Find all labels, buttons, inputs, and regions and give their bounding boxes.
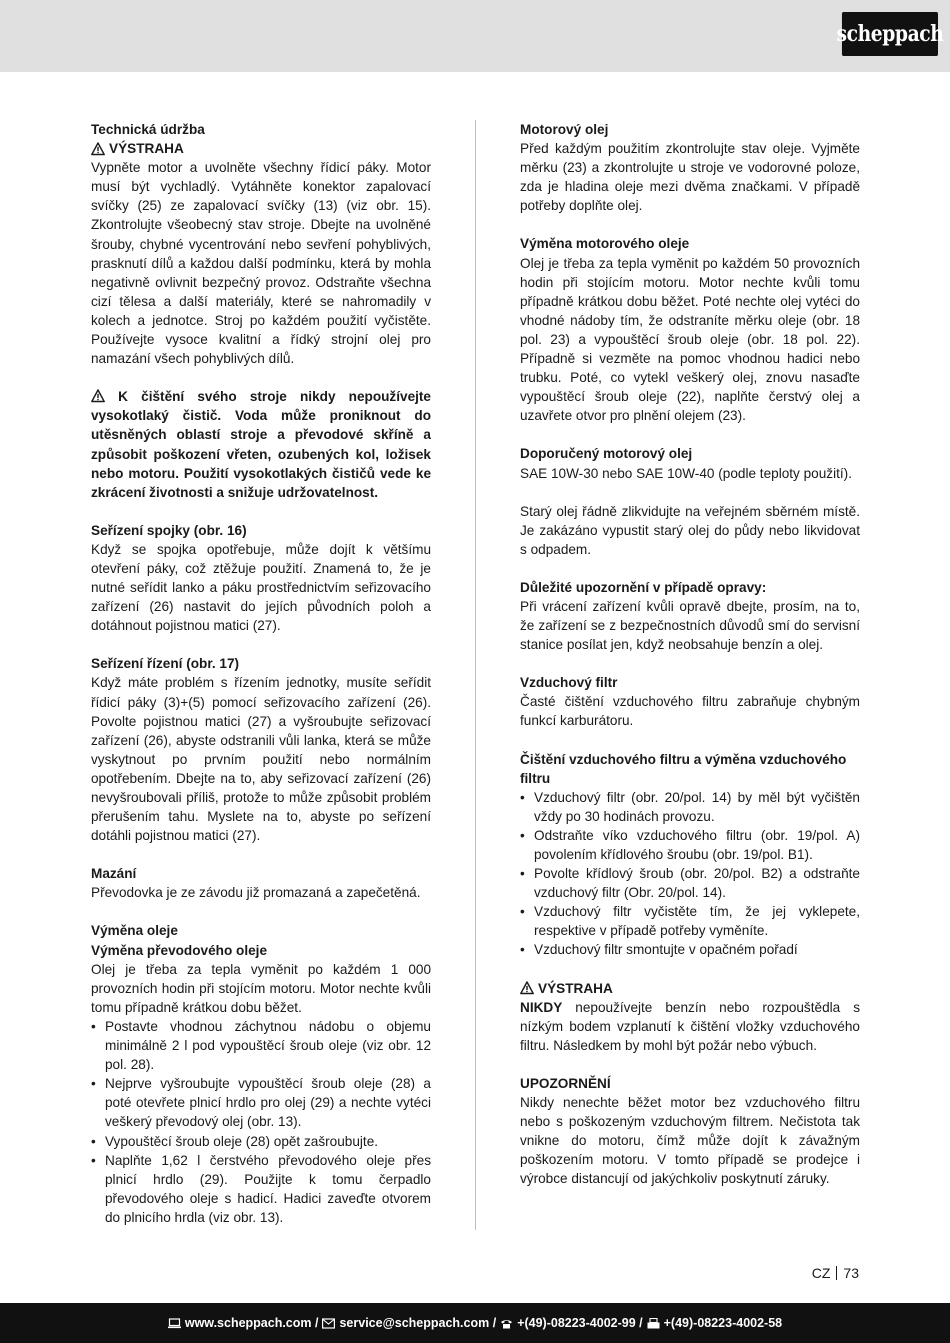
section-text: Před každým použitím zkontrolujte stav oleje. Vyjměte měrku (23) a zkontrolujte u stroje ve vodorovné poloze, zda je hladina oleje mezi dvěma značkami. V případě potřeby doplňte olej. <box>520 141 860 214</box>
list-item: • Nejprve vyšroubujte vypouštěcí šroub oleje (28) a poté otevřete plnicí hrdlo pro olej (29) a nechte vytéci veškerý převodový olej (obr. 13). <box>91 1074 431 1131</box>
language-code: CZ <box>811 1265 831 1281</box>
column-divider <box>475 120 476 1230</box>
warning-text: K čištění svého stroje nikdy nepoužívejte vysokotlaký čistič. Voda může proniknout do utěsněných oblastí stroje a převodové skříně a způsobit poškození vřeten, ozubených kol, ložisek nebo motoru. Použití vysokotlakých čističů vede ke zkrácení životnosti a snižuje udržovatelnost. <box>91 389 431 500</box>
warning-label: VÝSTRAHA <box>109 141 184 157</box>
section-title: Seřízení řízení (obr. 17) <box>91 656 240 672</box>
computer-icon <box>168 1318 181 1329</box>
section-text: SAE 10W-30 nebo SAE 10W-40 (podle teploty použití). <box>520 465 852 481</box>
section-title: Doporučený motorový olej <box>520 446 693 462</box>
emphasis-text: NIKDY <box>520 999 563 1015</box>
footer-email[interactable]: service@scheppach.com / <box>339 1316 497 1330</box>
list-item: • Vzduchový filtr vyčistěte tím, že jej vyklepete, respektive v případě potřeby vyměníte. <box>520 902 860 940</box>
right-column <box>520 120 860 1189</box>
section-text: Převodovka je ze závodu již promazaná a zapečetěná. <box>91 885 421 901</box>
section-text: Olej je třeba za tepla vyměnit po každém 50 provozních hodin při stojícím motoru. Motor nechte kvůli tomu případně krátkou dobu běžet. Poté nechte olej vytéci do vhodné nádoby tím, že odstraníte měrku oleje (obr. 18 pol. 23) a vypouštěcí šroub oleje (obr. 18 pol. 22). Případně si vezměte na pomoc vhodnou hadici nebo trubku. Poté, co vytekl veškerý olej, znovu nasaďte vypouštěcí šroub oleje (22), naplňte čerstvý olej a uzavřete otvor pro plnění olejem (23). <box>520 255 860 424</box>
section-text: Olej je třeba za tepla vyměnit po každém 1 000 provozních hodin při stojícím motoru. Motor nechte kvůli tomu případně krátkou dobu běžet. <box>91 961 431 1015</box>
footer-bar <box>0 1303 950 1343</box>
bullet-list <box>520 788 860 960</box>
section-title: Výměna motorového oleje <box>520 236 690 252</box>
section-title: Výměna oleje <box>91 923 178 939</box>
section-text <box>520 998 860 1055</box>
footer-website[interactable]: www.scheppach.com / <box>184 1316 319 1330</box>
header-bar <box>0 0 950 72</box>
section-title: Důležité upozornění v případě opravy: <box>520 579 767 595</box>
section-text: Vypněte motor a uvolněte všechny řídicí páky. Motor musí být vychladlý. Vytáhněte konektor zapalovací svíčky (25) ze zapalovací svíčky (13) (viz obr. 15). Zkontrolujte všeobecný stav stroje. Dbejte na uvolněné šrouby, chybné vycentrování nebo sevření pohyblivých, prasknutí dílů a každou další podmínku, která by mohla negativně ovlivnit bezpečný provoz. Odstraňte všechna cizí tělesa a další materiály, které se nahromadily v kolech a jednotce. Stroj po každém použití vyčistěte. Používejte vysoce kvalitní a řídký strojní olej pro namazání všech pohyblivých dílů. <box>91 160 431 367</box>
bullet-list <box>91 1017 431 1227</box>
warning-heading <box>91 139 431 158</box>
warning-label: VÝSTRAHA <box>538 980 613 996</box>
section-title: Technická údržba <box>91 122 205 137</box>
page-number-divider <box>836 1266 837 1280</box>
phone-icon <box>500 1318 513 1329</box>
section-title: UPOZORNĚNÍ <box>520 1075 611 1091</box>
section-text: Když se spojka opotřebuje, může dojít k většímu otevření páky, což ztěžuje použití. Znamená to, že je nutné seřídit lanko a páku prostřednictvím seřizovacího zařízení (26) nastavit do jejích původních poloh a dotáhnout pojistnou matici (27). <box>91 541 431 634</box>
section-title: Motorový olej <box>520 122 609 137</box>
fax-icon <box>647 1318 660 1329</box>
warning-icon <box>91 389 105 403</box>
footer-phone[interactable]: +(49)-08223-4002-99 / <box>517 1316 643 1330</box>
list-item: • Vzduchový filtr smontujte v opačném pořadí <box>520 940 860 959</box>
footer-fax[interactable]: +(49)-08223-4002-58 <box>663 1316 783 1330</box>
warning-icon <box>520 981 534 995</box>
list-item: • Vzduchový filtr (obr. 20/pol. 14) by měl být vyčištěn vždy po 30 hodinách provozu. <box>520 788 860 826</box>
list-item: • Odstraňte víko vzduchového filtru (obr. 19/pol. A) povolením křídlového šroubu (obr. 19/pol. B1). <box>520 826 860 864</box>
section-title: Vzduchový filtr <box>520 675 618 691</box>
section-title: Čištění vzduchového filtru a výměna vzduchového filtru <box>520 751 847 786</box>
section-text: Nikdy nenechte běžet motor bez vzduchového filtru nebo s poškozeným vzduchovým filtrem. Nečistota tak vnikne do motoru, čímž může dojít k závažným poškozením motoru. V tomto případě se prodejce i výrobce distancují od jakýchkoliv poskytnutí záruky. <box>520 1095 860 1187</box>
warning-icon <box>91 142 105 156</box>
section-text: Starý olej řádně zlikvidujte na veřejném sběrném místě. Je zakázáno vypustit starý olej do půdy nebo likvidovat s odpadem. <box>520 503 860 557</box>
section-subtitle: Výměna převodového oleje <box>91 942 268 958</box>
section-title: Seřízení spojky (obr. 16) <box>91 522 247 538</box>
section-title: Mazání <box>91 866 137 882</box>
scheppach-logo: scheppach <box>842 12 938 56</box>
list-item: • Naplňte 1,62 l čerstvého převodového oleje přes plnicí hrdlo (29). Použijte k tomu čerpadlo převodového oleje s hadicí. Hadici zaveďte otvorem do plnicího hrdla (viz obr. 13). <box>91 1151 431 1227</box>
warning-heading <box>520 979 860 998</box>
warning-paragraph <box>91 387 431 502</box>
list-item: • Povolte křídlový šroub (obr. 20/pol. B2) a odstraňte vzduchový filtr (Obr. 20/pol. 14). <box>520 864 860 902</box>
section-text: Při vrácení zařízení kvůli opravě dbejte, prosím, na to, že zařízení se z bezpečnostních důvodů smí do servisní stanice posílat jen, když neobsahuje benzín a olej. <box>520 598 860 653</box>
section-text: Časté čištění vzduchového filtru zabraňuje chybným funkcí karburátoru. <box>520 694 860 729</box>
left-column <box>91 120 431 1227</box>
section-text: Když máte problém s řízením jednotky, musíte seřídit řídicí páky (3)+(5) pomocí seřizovacího zařízení (26). Povolte pojistnou matici (27) a vyšroubujte seřizovací zařízení (26), abyste odstranili vůli lanka, která se může vyskytnout po prvním použití nebo normálním opotřebením. Dbejte na to, aby seřizovací zařízení (26) nevyšroubovali příliš, protože to může způsobit problém přerušením tahu. Myslete na to, abyste po seřízení dotáhli pojistnou matici (27). <box>91 675 431 844</box>
list-item: • Vypouštěcí šroub oleje (28) opět zašroubujte. <box>91 1132 431 1151</box>
email-icon <box>322 1318 335 1329</box>
list-item: • Postavte vhodnou záchytnou nádobu o objemu minimálně 2 l pod vypouštěcí šroub oleje (viz obr. 12 pol. 28). <box>91 1017 431 1074</box>
page-number <box>812 1265 859 1281</box>
page-number-value: 73 <box>843 1265 859 1281</box>
warning-text: nepoužívejte benzín nebo rozpouštědla s nízkým bodem vzplanutí k čištění vložky vzduchového filtru. Následkem by mohl být požár nebo výbuch. <box>520 999 860 1053</box>
